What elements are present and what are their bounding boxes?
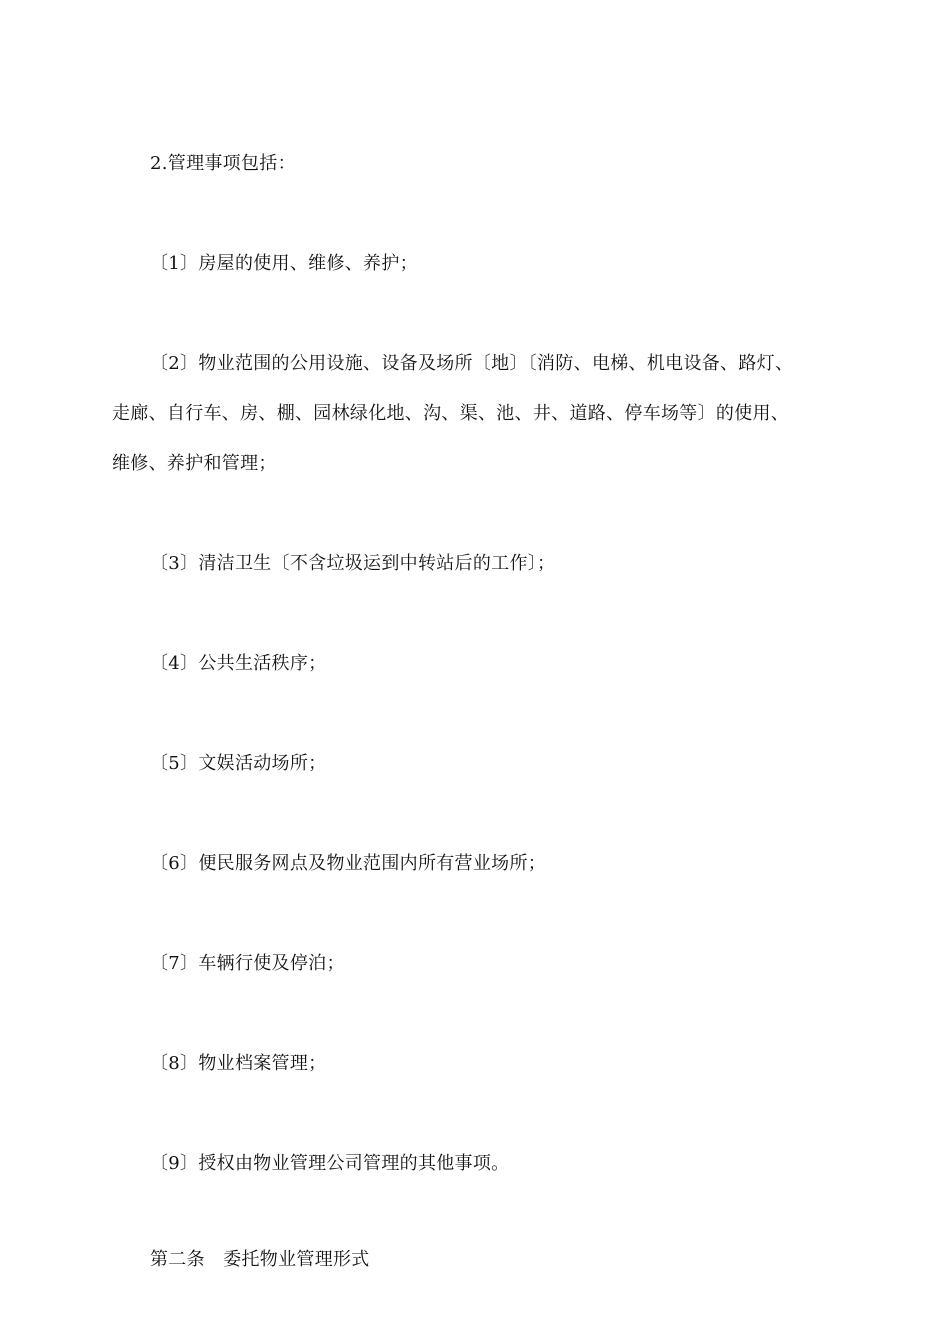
list-item-9: 〔9〕授权由物业管理公司管理的其他事项。 — [150, 1153, 510, 1174]
list-item-2-line-2: 走廊、自行车、房、棚、园林绿化地、沟、渠、池、井、道路、停车场等〕的使用、 — [112, 403, 790, 424]
list-item-5: 〔5〕文娱活动场所； — [150, 753, 327, 774]
list-item-2-line-3: 维修、养护和管理； — [112, 453, 277, 474]
section-heading: 2.管理事项包括： — [150, 153, 296, 174]
list-item-1: 〔1〕房屋的使用、维修、养护； — [150, 253, 418, 274]
list-item-2-line-1: 〔2〕物业范围的公用设施、设备及场所〔地〕〔消防、电梯、机电设备、路灯、 — [150, 353, 794, 374]
article-title: 第二条 委托物业管理形式 — [150, 1249, 370, 1270]
list-item-4: 〔4〕公共生活秩序； — [150, 653, 327, 674]
list-item-3: 〔3〕清洁卫生〔不含垃圾运到中转站后的工作〕； — [150, 553, 556, 574]
list-item-7: 〔7〕车辆行使及停泊； — [150, 953, 345, 974]
list-item-8: 〔8〕物业档案管理； — [150, 1053, 327, 1074]
list-item-6: 〔6〕便民服务网点及物业范围内所有营业场所； — [150, 853, 547, 874]
